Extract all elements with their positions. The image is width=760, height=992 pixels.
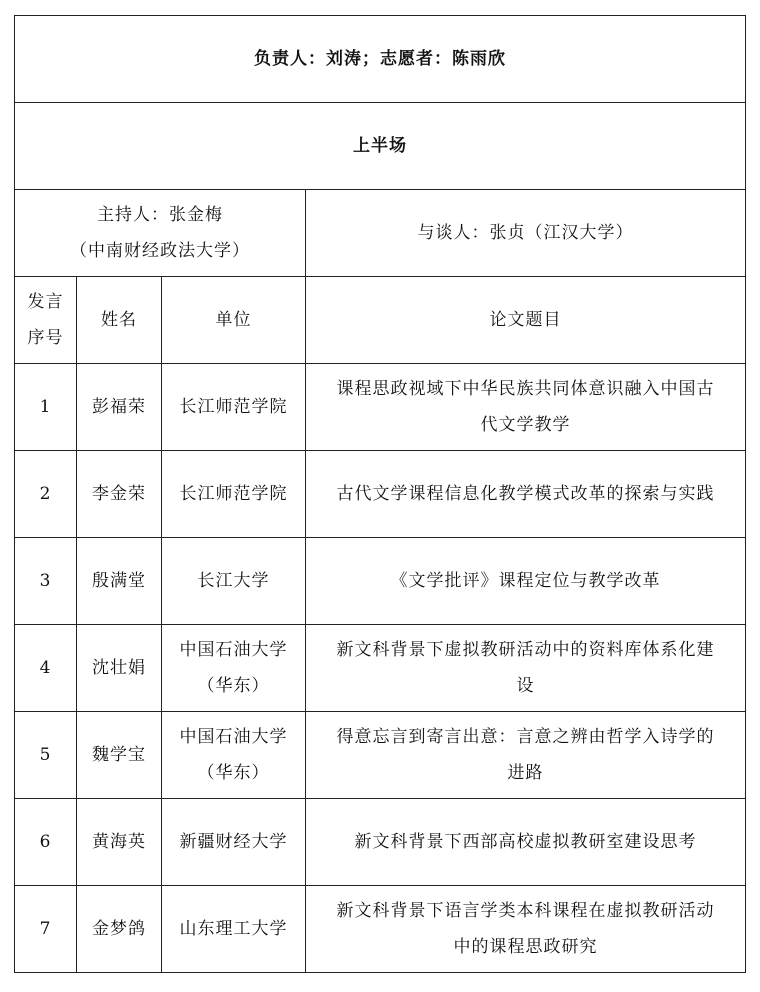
table-row — [15, 799, 746, 886]
title-line1: 得意忘言到寄言出意：言意之辨由哲学入诗学的 — [336, 727, 715, 747]
table-row — [15, 625, 746, 712]
unit-line1: 长江师范学院 — [179, 484, 288, 504]
title-cell — [306, 538, 746, 625]
schedule-document — [14, 15, 745, 973]
unit-cell — [162, 451, 306, 538]
title-cell — [306, 625, 746, 712]
responsible-cell: 负责人：刘涛；志愿者：陈雨欣 — [15, 16, 746, 103]
title-cell — [306, 451, 746, 538]
order-cell: 6 — [15, 799, 77, 886]
title-line1: 课程思政视域下中华民族共同体意识融入中国古 — [336, 379, 715, 399]
order-cell: 1 — [15, 364, 77, 451]
table-row — [15, 451, 746, 538]
unit-cell — [162, 886, 306, 973]
title-line1: 古代文学课程信息化教学模式改革的探索与实践 — [336, 484, 715, 504]
name-cell: 黄海英 — [77, 799, 162, 886]
responsible-row — [15, 16, 746, 103]
order-cell: 5 — [15, 712, 77, 799]
table-row — [15, 364, 746, 451]
title-line1: 新文科背景下西部高校虚拟教研室建设思考 — [354, 832, 697, 852]
schedule-table — [14, 15, 746, 973]
table-row — [15, 538, 746, 625]
unit-line1: 中国石油大学 — [179, 727, 288, 747]
unit-line2: （华东） — [197, 676, 270, 696]
order-header — [15, 277, 77, 364]
name-cell: 魏学宝 — [77, 712, 162, 799]
unit-cell — [162, 538, 306, 625]
title-line2: 进路 — [507, 763, 544, 783]
unit-line2: （华东） — [197, 763, 270, 783]
name-cell: 金梦鸽 — [77, 886, 162, 973]
order-cell: 2 — [15, 451, 77, 538]
title-line1: 《文学批评》课程定位与教学改革 — [390, 571, 661, 591]
name-cell: 彭福荣 — [77, 364, 162, 451]
host-affiliation: （中南财经政法大学） — [70, 241, 250, 261]
title-line1: 新文科背景下虚拟教研活动中的资料库体系化建 — [336, 640, 715, 660]
hosts-row — [15, 190, 746, 277]
title-line1: 新文科背景下语言学类本科课程在虚拟教研活动 — [336, 901, 715, 921]
unit-cell — [162, 799, 306, 886]
unit-cell — [162, 364, 306, 451]
title-line2: 设 — [516, 676, 535, 696]
name-header: 姓名 — [77, 277, 162, 364]
title-cell — [306, 712, 746, 799]
unit-line1: 山东理工大学 — [179, 919, 288, 939]
unit-header: 单位 — [162, 277, 306, 364]
unit-line1: 中国石油大学 — [179, 640, 288, 660]
order-cell: 7 — [15, 886, 77, 973]
order-header-line1: 发言 — [27, 292, 64, 312]
name-cell: 沈壮娟 — [77, 625, 162, 712]
host-name: 主持人：张金梅 — [97, 205, 223, 225]
unit-cell — [162, 625, 306, 712]
session-title: 上半场 — [15, 103, 746, 190]
title-cell — [306, 799, 746, 886]
order-cell: 3 — [15, 538, 77, 625]
session-row — [15, 103, 746, 190]
name-cell: 殷满堂 — [77, 538, 162, 625]
name-cell: 李金荣 — [77, 451, 162, 538]
unit-line1: 长江大学 — [197, 571, 270, 591]
title-line2: 中的课程思政研究 — [453, 937, 598, 957]
unit-cell — [162, 712, 306, 799]
unit-line1: 新疆财经大学 — [179, 832, 288, 852]
discussant-cell: 与谈人：张贞（江汉大学） — [306, 190, 746, 277]
host-cell — [15, 190, 306, 277]
title-line2: 代文学教学 — [480, 415, 571, 435]
title-cell — [306, 364, 746, 451]
column-header-row — [15, 277, 746, 364]
title-cell — [306, 886, 746, 973]
order-cell: 4 — [15, 625, 77, 712]
table-row — [15, 886, 746, 973]
title-header: 论文题目 — [306, 277, 746, 364]
table-row — [15, 712, 746, 799]
unit-line1: 长江师范学院 — [179, 397, 288, 417]
order-header-line2: 序号 — [27, 328, 64, 348]
